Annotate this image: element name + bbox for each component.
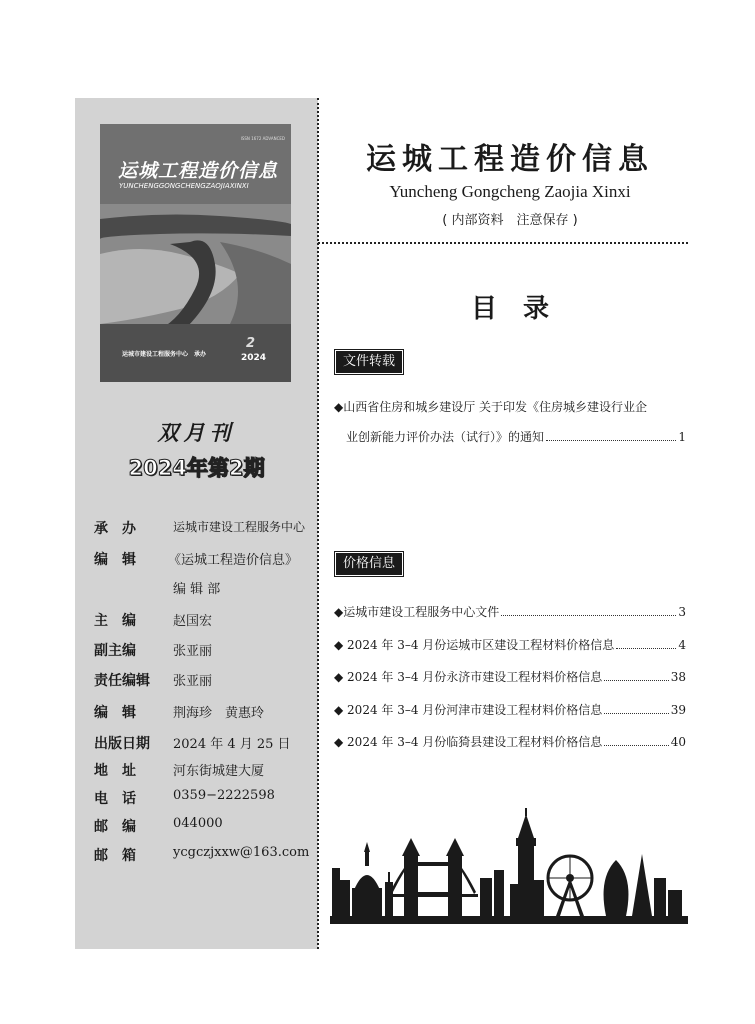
toc-entry-text: ◆运城市建设工程服务中心文件 (334, 605, 500, 619)
cover-year: 2024 (241, 353, 267, 363)
journal-note: ( 内部资料 注意保存 ) (442, 213, 578, 228)
info-value: 河东街城建大厦 (173, 764, 265, 779)
info-label: 出版日期 (94, 736, 150, 752)
cover-title: 运城工程造价信息 (118, 160, 279, 182)
issue-label: 2024年第2期 (128, 456, 265, 480)
toc-entry-text: ◆ 2024 年 3–4 月份河津市建设工程材料价格信息 (334, 703, 603, 717)
info-value: 运城市建设工程服务中心 (173, 520, 306, 534)
toc-page-number: 4 (678, 638, 686, 652)
journal-title: 运城工程造价信息 (366, 142, 654, 177)
toc-page-number: 1 (678, 430, 686, 444)
info-label: 责任编辑 (94, 673, 150, 689)
info-label: 编 辑 (94, 552, 136, 568)
toc-entry[interactable] (334, 668, 686, 685)
toc-entry-text: ◆ 2024 年 3–4 月份运城市区建设工程材料价格信息 (334, 638, 615, 652)
info-value: ycgczjxxw@163.com (173, 845, 310, 860)
info-value: 张亚丽 (173, 674, 213, 689)
toc-leader-dots (616, 648, 676, 649)
info-label: 电 话 (94, 791, 136, 807)
cover-publisher: 运城市建设工程服务中心 承办 (122, 351, 207, 358)
horizontal-dotted-divider (318, 242, 688, 244)
toc-page-number: 38 (670, 670, 686, 684)
toc-page-number: 40 (670, 735, 686, 749)
toc-leader-dots (604, 713, 668, 714)
cover-image (100, 124, 291, 382)
info-label: 主 编 (94, 613, 136, 629)
toc-leader-dots (501, 615, 676, 616)
toc-entry-line2: 业创新能力评价办法（试行）》的通知 (346, 430, 545, 444)
info-value: 2024 年 4 月 25 日 (173, 737, 291, 752)
toc-entry[interactable] (334, 636, 686, 653)
toc-leader-dots (546, 440, 676, 441)
toc-page-number: 39 (670, 703, 686, 717)
info-value: 044000 (173, 816, 223, 831)
toc-page-number: 3 (678, 605, 686, 619)
toc-leader-dots (604, 745, 668, 746)
toc-entry[interactable] (334, 733, 686, 750)
info-value: 赵国宏 (173, 614, 213, 629)
toc-entry[interactable] (334, 701, 686, 718)
info-label: 编 辑 (94, 705, 136, 721)
toc-entry[interactable] (334, 603, 686, 620)
vertical-dotted-divider (317, 98, 319, 949)
info-value: 张亚丽 (173, 644, 213, 659)
info-label: 承 办 (94, 521, 136, 537)
cover-small-text: ISSN 1672 ADVANCED (240, 136, 285, 141)
info-label: 邮 箱 (94, 848, 136, 864)
info-value: 《运城工程造价信息》 (168, 553, 299, 568)
info-value: 编 辑 部 (173, 582, 221, 597)
cover-issue-number: 2 (246, 336, 256, 351)
toc-entry[interactable] (334, 398, 686, 445)
toc-heading: 目录 (470, 294, 575, 324)
cover-subtitle: YUNCHENGGONGCHENGZAOJIAXINXI (119, 182, 249, 190)
section-label-reprint: 文件转载 (336, 351, 402, 373)
journal-pinyin: Yuncheng Gongcheng Zaojia Xinxi (389, 182, 631, 201)
info-value: 荆海珍 黄惠玲 (173, 706, 265, 721)
toc-entry-text: ◆ 2024 年 3–4 月份永济市建设工程材料价格信息 (334, 670, 603, 684)
section-label-price: 价格信息 (336, 553, 402, 575)
info-label: 邮 编 (94, 819, 136, 835)
info-value: 0359−2222598 (173, 788, 275, 803)
info-label: 地 址 (94, 763, 136, 779)
info-label: 副主编 (94, 643, 136, 659)
toc-entry-text: ◆ 2024 年 3–4 月份临猗县建设工程材料价格信息 (334, 735, 603, 749)
publication-frequency: 双月刊 (157, 420, 236, 445)
toc-entry-line1: ◆山西省住房和城乡建设厅 关于印发《住房城乡建设行业企 (334, 400, 648, 414)
toc-leader-dots (604, 680, 668, 681)
city-skyline-illustration (330, 808, 688, 924)
